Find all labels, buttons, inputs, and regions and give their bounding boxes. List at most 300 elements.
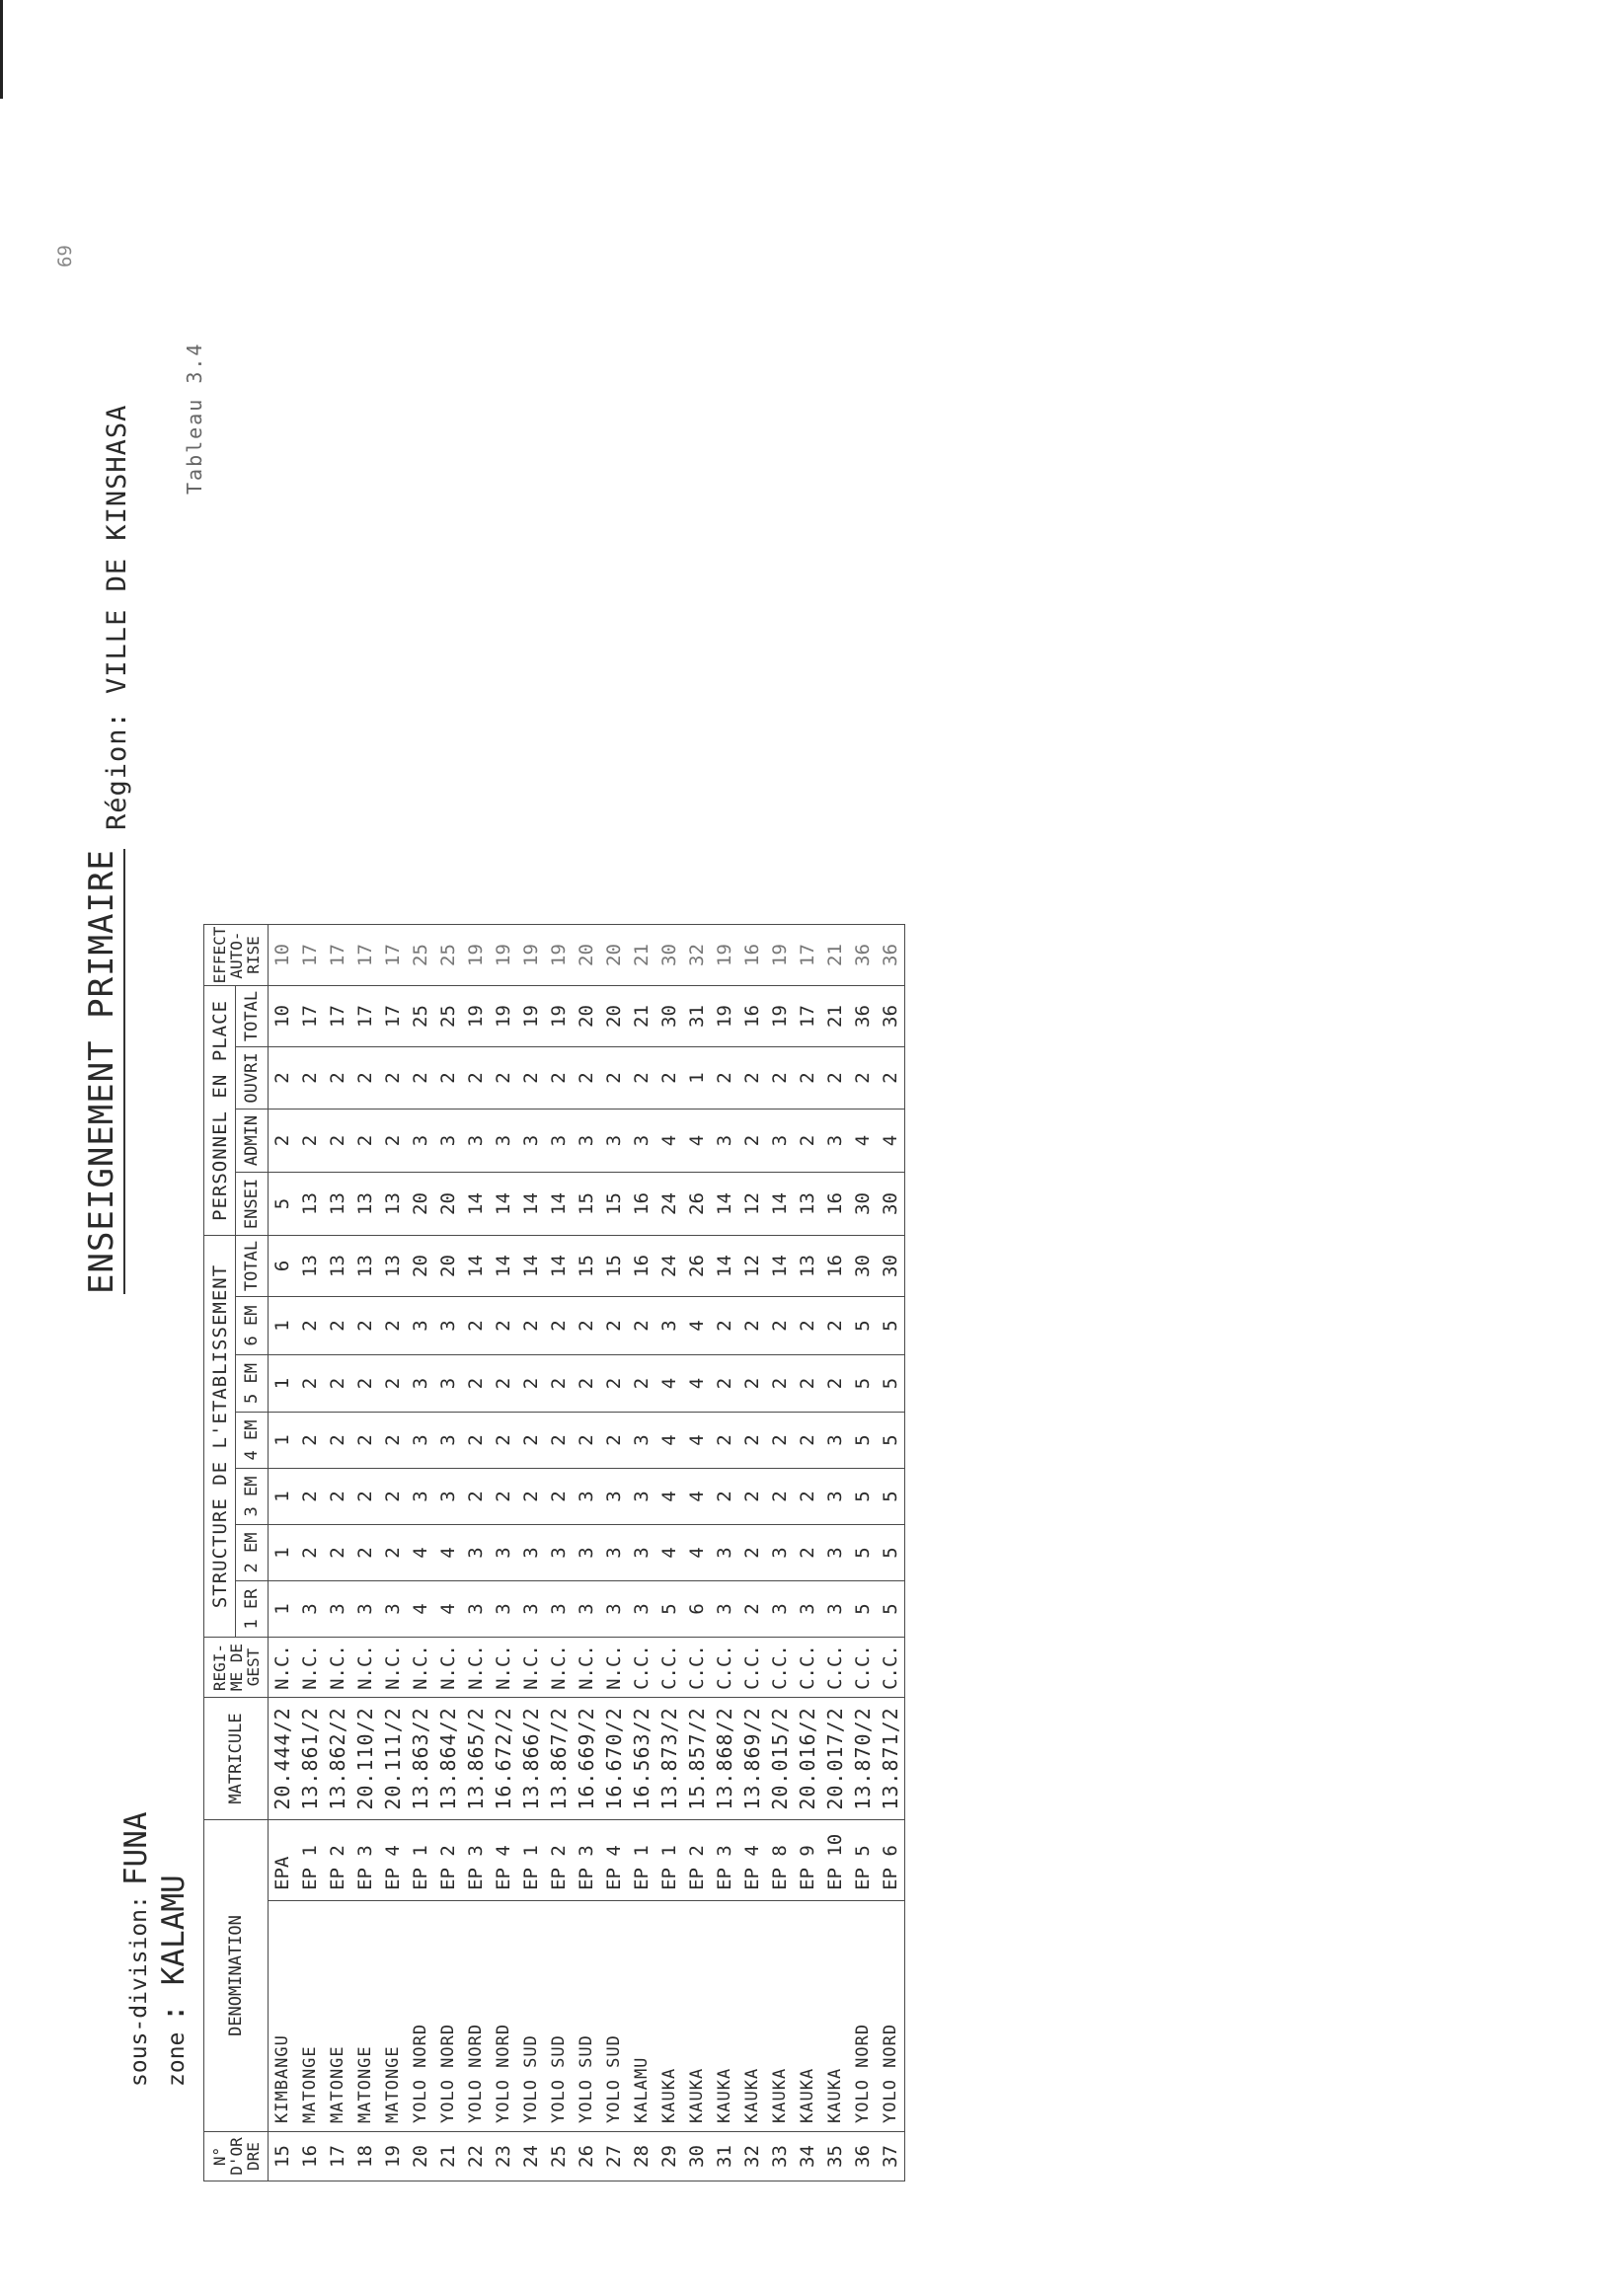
regime-cell: C.C. (849, 1638, 877, 1698)
pers-ensei-cell: 13 (379, 1173, 407, 1236)
school-code-cell: EP 2 (324, 1820, 351, 1901)
struct-total-cell: 13 (379, 1236, 407, 1297)
matricule-cell: 13.868/2 (711, 1698, 738, 1820)
effect-autorise-cell: 17 (794, 925, 821, 986)
table-row (573, 925, 600, 2181)
struct-1er-cell: 3 (766, 1581, 794, 1638)
regime-cell: N.C. (462, 1638, 490, 1698)
struct-4em-cell: 1 (269, 1413, 297, 1469)
struct-1er-cell: 3 (711, 1581, 738, 1638)
struct-4em-cell: 2 (296, 1413, 324, 1469)
subdivision-line (118, 1811, 154, 2087)
struct-6em-cell: 5 (877, 1297, 905, 1355)
effect-autorise-cell: 10 (269, 925, 297, 986)
school-code-cell: EP 5 (849, 1820, 877, 1901)
header-effect-autorise: EFFECT AUTO- RISE (204, 925, 269, 986)
struct-3em-cell: 2 (711, 1469, 738, 1525)
struct-2em-cell: 3 (821, 1525, 849, 1581)
struct-3em-cell: 2 (517, 1469, 545, 1525)
struct-4em-cell: 3 (628, 1413, 655, 1469)
struct-4em-cell: 2 (462, 1413, 490, 1469)
pers-admin-cell: 4 (683, 1110, 711, 1173)
effect-autorise-cell: 17 (296, 925, 324, 986)
pers-admin-cell: 3 (821, 1110, 849, 1173)
struct-5em-cell: 2 (379, 1355, 407, 1413)
struct-1er-cell: 3 (351, 1581, 379, 1638)
struct-4em-cell: 2 (545, 1413, 573, 1469)
order-cell: 29 (655, 2132, 683, 2181)
struct-total-cell: 30 (849, 1236, 877, 1297)
header-pers-total: TOTAL (236, 986, 269, 1047)
header-struct-1er: 1 ER (236, 1581, 269, 1638)
struct-2em-cell: 5 (849, 1525, 877, 1581)
denomination-cell: KAUKA (766, 1901, 794, 2132)
matricule-cell: 13.873/2 (655, 1698, 683, 1820)
struct-total-cell: 15 (573, 1236, 600, 1297)
denomination-cell: KIMBANGU (269, 1901, 297, 2132)
struct-2em-cell: 3 (628, 1525, 655, 1581)
pers-ouvri-cell: 2 (600, 1047, 628, 1110)
table-row (821, 925, 849, 2181)
regime-cell: C.C. (821, 1638, 849, 1698)
struct-5em-cell: 2 (821, 1355, 849, 1413)
struct-1er-cell: 3 (379, 1581, 407, 1638)
struct-total-cell: 20 (407, 1236, 434, 1297)
pers-ouvri-cell: 2 (628, 1047, 655, 1110)
school-code-cell: EP 4 (600, 1820, 628, 1901)
struct-6em-cell: 2 (490, 1297, 517, 1355)
struct-4em-cell: 2 (738, 1413, 766, 1469)
struct-2em-cell: 3 (573, 1525, 600, 1581)
struct-3em-cell: 2 (794, 1469, 821, 1525)
school-code-cell: EP 3 (351, 1820, 379, 1901)
struct-4em-cell: 2 (794, 1413, 821, 1469)
pers-admin-cell: 3 (628, 1110, 655, 1173)
order-cell: 20 (407, 2132, 434, 2181)
order-cell: 16 (296, 2132, 324, 2181)
struct-6em-cell: 2 (351, 1297, 379, 1355)
pers-ouvri-cell: 2 (877, 1047, 905, 1110)
matricule-cell: 20.444/2 (269, 1698, 297, 1820)
pers-ouvri-cell: 2 (296, 1047, 324, 1110)
regime-cell: C.C. (766, 1638, 794, 1698)
struct-2em-cell: 2 (738, 1525, 766, 1581)
pers-total-cell: 19 (517, 986, 545, 1047)
header-matricule: MATRICULE (204, 1698, 269, 1820)
matricule-cell: 20.110/2 (351, 1698, 379, 1820)
order-cell: 32 (738, 2132, 766, 2181)
matricule-cell: 15.857/2 (683, 1698, 711, 1820)
pers-total-cell: 19 (711, 986, 738, 1047)
struct-1er-cell: 4 (407, 1581, 434, 1638)
pers-admin-cell: 2 (379, 1110, 407, 1173)
struct-5em-cell: 2 (296, 1355, 324, 1413)
pers-ensei-cell: 24 (655, 1173, 683, 1236)
table-row (490, 925, 517, 2181)
order-cell: 30 (683, 2132, 711, 2181)
table-row (407, 925, 434, 2181)
denomination-cell: YOLO SUD (545, 1901, 573, 2132)
pers-ouvri-cell: 2 (821, 1047, 849, 1110)
school-code-cell: EP 1 (628, 1820, 655, 1901)
struct-5em-cell: 2 (711, 1355, 738, 1413)
struct-2em-cell: 4 (434, 1525, 462, 1581)
struct-6em-cell: 2 (324, 1297, 351, 1355)
regime-cell: C.C. (794, 1638, 821, 1698)
header-denomination: DENOMINATION (204, 1820, 269, 2132)
struct-4em-cell: 2 (766, 1413, 794, 1469)
struct-total-cell: 14 (766, 1236, 794, 1297)
pers-ensei-cell: 14 (711, 1173, 738, 1236)
struct-4em-cell: 3 (821, 1413, 849, 1469)
document-title: ENSEIGNEMENT PRIMAIRE (82, 849, 125, 1294)
struct-2em-cell: 3 (600, 1525, 628, 1581)
pers-ouvri-cell: 2 (269, 1047, 297, 1110)
struct-3em-cell: 2 (462, 1469, 490, 1525)
struct-1er-cell: 5 (849, 1581, 877, 1638)
struct-6em-cell: 2 (573, 1297, 600, 1355)
regime-cell: C.C. (683, 1638, 711, 1698)
page-number: 69 (54, 245, 76, 268)
struct-5em-cell: 5 (849, 1355, 877, 1413)
denomination-cell: KAUKA (821, 1901, 849, 2132)
header-struct-2em: 2 EM (236, 1525, 269, 1581)
struct-4em-cell: 2 (573, 1413, 600, 1469)
matricule-cell: 13.864/2 (434, 1698, 462, 1820)
matricule-cell: 13.861/2 (296, 1698, 324, 1820)
effect-autorise-cell: 19 (490, 925, 517, 986)
denomination-cell: MATONGE (351, 1901, 379, 2132)
pers-ensei-cell: 12 (738, 1173, 766, 1236)
struct-3em-cell: 2 (738, 1469, 766, 1525)
school-code-cell: EP 1 (655, 1820, 683, 1901)
struct-4em-cell: 2 (324, 1413, 351, 1469)
struct-3em-cell: 3 (573, 1469, 600, 1525)
pers-ensei-cell: 13 (296, 1173, 324, 1236)
pers-ensei-cell: 14 (490, 1173, 517, 1236)
struct-3em-cell: 3 (407, 1469, 434, 1525)
matricule-cell: 13.862/2 (324, 1698, 351, 1820)
struct-total-cell: 12 (738, 1236, 766, 1297)
struct-3em-cell: 2 (545, 1469, 573, 1525)
struct-6em-cell: 2 (545, 1297, 573, 1355)
pers-admin-cell: 3 (462, 1110, 490, 1173)
order-cell: 33 (766, 2132, 794, 2181)
struct-4em-cell: 4 (683, 1413, 711, 1469)
pers-total-cell: 30 (655, 986, 683, 1047)
pers-admin-cell: 3 (711, 1110, 738, 1173)
denomination-cell: KAUKA (738, 1901, 766, 2132)
struct-3em-cell: 2 (296, 1469, 324, 1525)
header-struct-total: TOTAL (236, 1236, 269, 1297)
denomination-cell: KAUKA (794, 1901, 821, 2132)
table-row (462, 925, 490, 2181)
pers-admin-cell: 3 (545, 1110, 573, 1173)
zone-line (156, 1875, 192, 2087)
table-row (545, 925, 573, 2181)
effect-autorise-cell: 30 (655, 925, 683, 986)
pers-ouvri-cell: 2 (711, 1047, 738, 1110)
matricule-cell: 13.869/2 (738, 1698, 766, 1820)
pers-total-cell: 31 (683, 986, 711, 1047)
denomination-cell: YOLO NORD (434, 1901, 462, 2132)
struct-3em-cell: 2 (351, 1469, 379, 1525)
struct-2em-cell: 2 (296, 1525, 324, 1581)
struct-total-cell: 16 (628, 1236, 655, 1297)
effect-autorise-cell: 21 (628, 925, 655, 986)
effect-autorise-cell: 25 (434, 925, 462, 986)
pers-total-cell: 36 (877, 986, 905, 1047)
struct-3em-cell: 5 (849, 1469, 877, 1525)
struct-3em-cell: 3 (600, 1469, 628, 1525)
order-cell: 31 (711, 2132, 738, 2181)
table-row (849, 925, 877, 2181)
struct-6em-cell: 3 (655, 1297, 683, 1355)
struct-1er-cell: 3 (600, 1581, 628, 1638)
struct-5em-cell: 2 (462, 1355, 490, 1413)
struct-2em-cell: 3 (545, 1525, 573, 1581)
pers-ensei-cell: 30 (877, 1173, 905, 1236)
order-cell: 36 (849, 2132, 877, 2181)
table-row (269, 925, 297, 2181)
table-row (379, 925, 407, 2181)
order-cell: 34 (794, 2132, 821, 2181)
pers-ensei-cell: 30 (849, 1173, 877, 1236)
pers-total-cell: 19 (766, 986, 794, 1047)
struct-6em-cell: 2 (628, 1297, 655, 1355)
pers-total-cell: 20 (600, 986, 628, 1047)
pers-admin-cell: 2 (794, 1110, 821, 1173)
struct-3em-cell: 4 (683, 1469, 711, 1525)
effect-autorise-cell: 25 (407, 925, 434, 986)
struct-5em-cell: 2 (794, 1355, 821, 1413)
pers-total-cell: 16 (738, 986, 766, 1047)
effect-autorise-cell: 32 (683, 925, 711, 986)
matricule-cell: 20.111/2 (379, 1698, 407, 1820)
struct-2em-cell: 5 (877, 1525, 905, 1581)
matricule-cell: 20.015/2 (766, 1698, 794, 1820)
struct-5em-cell: 2 (766, 1355, 794, 1413)
pers-total-cell: 17 (296, 986, 324, 1047)
pers-ensei-cell: 20 (434, 1173, 462, 1236)
order-cell: 37 (877, 2132, 905, 2181)
struct-5em-cell: 2 (738, 1355, 766, 1413)
struct-5em-cell: 2 (324, 1355, 351, 1413)
denomination-cell: KALAMU (628, 1901, 655, 2132)
matricule-cell: 13.870/2 (849, 1698, 877, 1820)
denomination-cell: KAUKA (711, 1901, 738, 2132)
struct-5em-cell: 3 (434, 1355, 462, 1413)
pers-ensei-cell: 13 (351, 1173, 379, 1236)
effect-autorise-cell: 21 (821, 925, 849, 986)
struct-total-cell: 14 (490, 1236, 517, 1297)
pers-ouvri-cell: 2 (379, 1047, 407, 1110)
pers-ouvri-cell: 2 (434, 1047, 462, 1110)
pers-admin-cell: 2 (351, 1110, 379, 1173)
school-code-cell: EP 9 (794, 1820, 821, 1901)
struct-5em-cell: 2 (600, 1355, 628, 1413)
struct-3em-cell: 5 (877, 1469, 905, 1525)
table-row (711, 925, 738, 2181)
struct-4em-cell: 5 (849, 1413, 877, 1469)
pers-ouvri-cell: 2 (766, 1047, 794, 1110)
struct-1er-cell: 3 (794, 1581, 821, 1638)
struct-2em-cell: 2 (379, 1525, 407, 1581)
header-pers-ensei: ENSEI (236, 1173, 269, 1236)
struct-total-cell: 6 (269, 1236, 297, 1297)
matricule-cell: 20.016/2 (794, 1698, 821, 1820)
struct-total-cell: 13 (296, 1236, 324, 1297)
header-personnel: PERSONNEL EN PLACE (204, 986, 236, 1236)
matricule-cell: 13.863/2 (407, 1698, 434, 1820)
denomination-cell: MATONGE (379, 1901, 407, 2132)
denomination-cell: KAUKA (683, 1901, 711, 2132)
struct-4em-cell: 2 (517, 1413, 545, 1469)
struct-2em-cell: 2 (794, 1525, 821, 1581)
struct-1er-cell: 3 (573, 1581, 600, 1638)
struct-6em-cell: 1 (269, 1297, 297, 1355)
struct-4em-cell: 3 (434, 1413, 462, 1469)
order-cell: 22 (462, 2132, 490, 2181)
regime-cell: N.C. (600, 1638, 628, 1698)
pers-admin-cell: 2 (296, 1110, 324, 1173)
order-cell: 19 (379, 2132, 407, 2181)
pers-ouvri-cell: 2 (407, 1047, 434, 1110)
regime-cell: C.C. (877, 1638, 905, 1698)
regime-cell: N.C. (379, 1638, 407, 1698)
pers-ouvri-cell: 2 (517, 1047, 545, 1110)
struct-3em-cell: 2 (766, 1469, 794, 1525)
table-row (434, 925, 462, 2181)
denomination-cell: YOLO NORD (877, 1901, 905, 2132)
pers-ensei-cell: 14 (517, 1173, 545, 1236)
school-code-cell: EPA (269, 1820, 297, 1901)
pers-admin-cell: 3 (600, 1110, 628, 1173)
struct-6em-cell: 2 (379, 1297, 407, 1355)
order-cell: 26 (573, 2132, 600, 2181)
struct-4em-cell: 2 (379, 1413, 407, 1469)
pers-ensei-cell: 14 (462, 1173, 490, 1236)
matricule-cell: 13.866/2 (517, 1698, 545, 1820)
school-code-cell: EP 2 (683, 1820, 711, 1901)
matricule-cell: 13.871/2 (877, 1698, 905, 1820)
struct-3em-cell: 3 (628, 1469, 655, 1525)
pers-ensei-cell: 16 (628, 1173, 655, 1236)
header-struct-5em: 5 EM (236, 1355, 269, 1413)
pers-ouvri-cell: 2 (573, 1047, 600, 1110)
effect-autorise-cell: 20 (600, 925, 628, 986)
table-row (628, 925, 655, 2181)
struct-2em-cell: 4 (655, 1525, 683, 1581)
table-row (738, 925, 766, 2181)
zone-label: zone (164, 2031, 190, 2087)
regime-cell: N.C. (296, 1638, 324, 1698)
school-code-cell: EP 4 (379, 1820, 407, 1901)
effect-autorise-cell: 19 (462, 925, 490, 986)
header-pers-ouvri: OUVRI (236, 1047, 269, 1110)
struct-1er-cell: 5 (655, 1581, 683, 1638)
struct-total-cell: 13 (794, 1236, 821, 1297)
struct-4em-cell: 2 (490, 1413, 517, 1469)
pers-ensei-cell: 16 (821, 1173, 849, 1236)
table-row (351, 925, 379, 2181)
struct-total-cell: 13 (351, 1236, 379, 1297)
denomination-cell: YOLO NORD (490, 1901, 517, 2132)
pers-ouvri-cell: 2 (655, 1047, 683, 1110)
struct-1er-cell: 2 (738, 1581, 766, 1638)
regime-cell: N.C. (545, 1638, 573, 1698)
effect-autorise-cell: 17 (324, 925, 351, 986)
header-struct-3em: 3 EM (236, 1469, 269, 1525)
matricule-cell: 16.669/2 (573, 1698, 600, 1820)
pers-admin-cell: 3 (517, 1110, 545, 1173)
struct-2em-cell: 3 (766, 1525, 794, 1581)
table-row (296, 925, 324, 2181)
table-row (683, 925, 711, 2181)
matricule-cell: 13.865/2 (462, 1698, 490, 1820)
pers-admin-cell: 3 (490, 1110, 517, 1173)
denomination-cell: MATONGE (324, 1901, 351, 2132)
struct-2em-cell: 4 (407, 1525, 434, 1581)
order-cell: 23 (490, 2132, 517, 2181)
struct-3em-cell: 3 (434, 1469, 462, 1525)
order-cell: 25 (545, 2132, 573, 2181)
school-code-cell: EP 2 (545, 1820, 573, 1901)
matricule-cell: 13.867/2 (545, 1698, 573, 1820)
struct-1er-cell: 3 (490, 1581, 517, 1638)
header-structure: STRUCTURE DE L'ETABLISSEMENT (204, 1236, 236, 1638)
struct-total-cell: 15 (600, 1236, 628, 1297)
effect-autorise-cell: 20 (573, 925, 600, 986)
table-row (794, 925, 821, 2181)
struct-1er-cell: 6 (683, 1581, 711, 1638)
struct-3em-cell: 3 (821, 1469, 849, 1525)
pers-ensei-cell: 14 (766, 1173, 794, 1236)
school-code-cell: EP 3 (711, 1820, 738, 1901)
schools-table (203, 924, 905, 2181)
struct-2em-cell: 2 (351, 1525, 379, 1581)
struct-3em-cell: 1 (269, 1469, 297, 1525)
school-code-cell: EP 1 (517, 1820, 545, 1901)
effect-autorise-cell: 19 (545, 925, 573, 986)
order-cell: 15 (269, 2132, 297, 2181)
struct-5em-cell: 2 (545, 1355, 573, 1413)
struct-4em-cell: 3 (407, 1413, 434, 1469)
regime-cell: N.C. (269, 1638, 297, 1698)
struct-5em-cell: 4 (655, 1355, 683, 1413)
pers-admin-cell: 4 (655, 1110, 683, 1173)
order-cell: 28 (628, 2132, 655, 2181)
regime-cell: C.C. (711, 1638, 738, 1698)
matricule-cell: 16.672/2 (490, 1698, 517, 1820)
effect-autorise-cell: 16 (738, 925, 766, 986)
struct-6em-cell: 2 (766, 1297, 794, 1355)
struct-6em-cell: 2 (296, 1297, 324, 1355)
pers-admin-cell: 3 (573, 1110, 600, 1173)
struct-6em-cell: 4 (683, 1297, 711, 1355)
struct-6em-cell: 2 (794, 1297, 821, 1355)
effect-autorise-cell: 36 (877, 925, 905, 986)
pers-total-cell: 19 (462, 986, 490, 1047)
regime-cell: N.C. (490, 1638, 517, 1698)
pers-admin-cell: 3 (766, 1110, 794, 1173)
struct-2em-cell: 2 (324, 1525, 351, 1581)
struct-6em-cell: 2 (517, 1297, 545, 1355)
regime-cell: N.C. (351, 1638, 379, 1698)
pers-total-cell: 36 (849, 986, 877, 1047)
pers-ensei-cell: 20 (407, 1173, 434, 1236)
struct-5em-cell: 2 (628, 1355, 655, 1413)
